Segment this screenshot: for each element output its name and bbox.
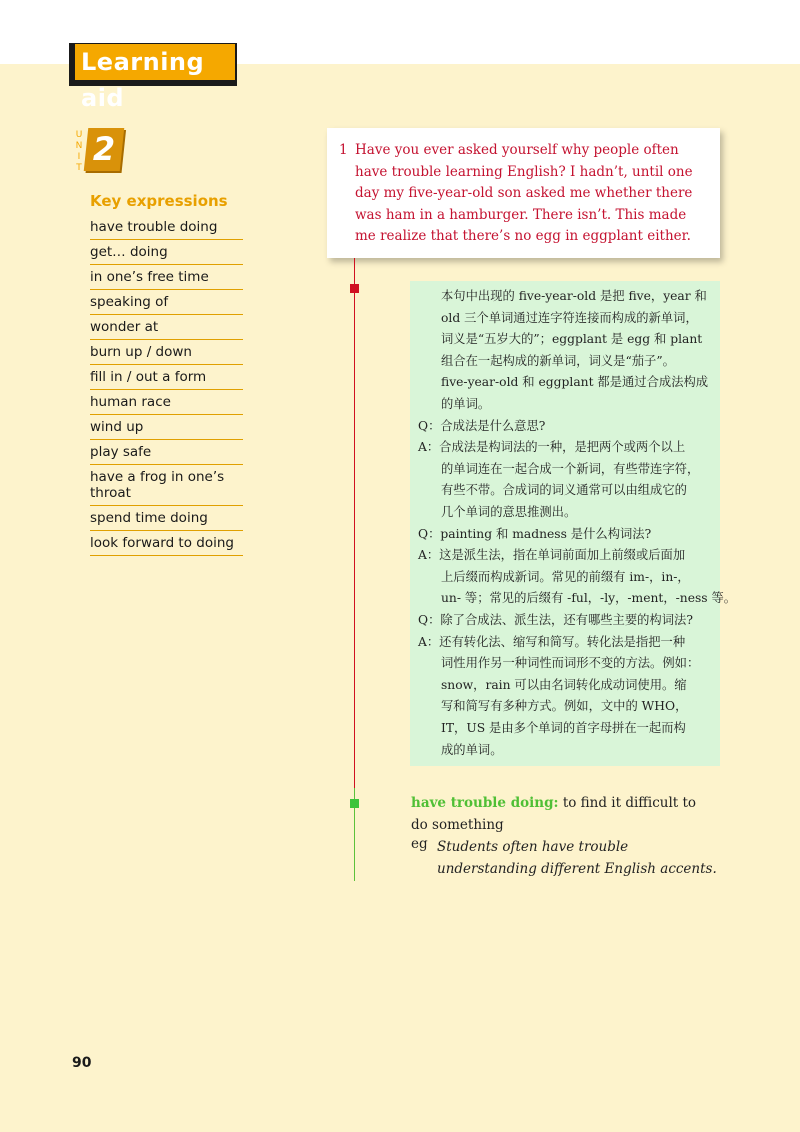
red-margin-line — [354, 258, 355, 788]
note-line: A：还有转化法、缩写和简写。转化法是指把一种 — [418, 634, 686, 649]
key-expression-item: human race — [90, 390, 243, 415]
key-expression-item: wonder at — [90, 315, 243, 340]
key-expression-item: play safe — [90, 440, 243, 465]
note-line: five-year-old 和 eggplant 都是通过合成法构成 — [441, 375, 709, 390]
unit-label-letter: T — [76, 163, 82, 173]
note-line: 几个单词的意思推测出。 — [441, 505, 577, 519]
example-sentence: Students often have trouble understanding different English accents. — [437, 839, 717, 877]
key-expression-item: burn up / down — [90, 340, 243, 365]
page-number: 90 — [72, 1055, 92, 1071]
key-expression-item: look forward to doing — [90, 531, 243, 556]
key-expression-item: spend time doing — [90, 506, 243, 531]
note-line: 的单词连在一起合成一个新词，有些带连字符， — [441, 461, 700, 476]
key-expression-item: have trouble doing — [90, 215, 243, 240]
note-line: Q：painting 和 madness 是什么构词法? — [418, 526, 652, 541]
question-number: 1 — [339, 142, 348, 158]
gloss-definition: to find it difficult to do something — [411, 795, 697, 833]
key-expression-item: speaking of — [90, 290, 243, 315]
gloss-entry — [411, 793, 711, 836]
note-line: Q：合成法是什么意思? — [418, 418, 546, 433]
note-line: un- 等；常见的后缀有 -ful，-ly，-ment，-ness 等。 — [441, 591, 737, 606]
gloss-term: have trouble doing: — [411, 795, 559, 811]
unit-label-letter: I — [77, 152, 81, 162]
note-line: 组合在一起构成的新单词，词义是“茄子”。 — [441, 353, 675, 368]
note-line: 写和简写有多种方式。例如，文中的 WHO， — [441, 699, 688, 714]
key-expressions-list — [90, 215, 243, 556]
key-expression-item: get… doing — [90, 240, 243, 265]
note-line: 词性用作另一种词性而词形不变的方法。例如： — [441, 656, 700, 671]
note-line: old 三个单词通过连字符连接而构成的新单词， — [441, 310, 698, 325]
note-line: 上后缀而构成新词。常见的前缀有 im-，in-， — [441, 569, 690, 584]
note-line: 的单词。 — [441, 397, 491, 411]
note-line: Q：除了合成法、派生法，还有哪些主要的构词法? — [418, 613, 693, 627]
unit-label-letter: U — [75, 130, 83, 140]
section-title: Learning aid — [75, 44, 235, 80]
note-line: A：这是派生法，指在单词前面加上前缀或后面加 — [418, 548, 686, 563]
key-expression-item: fill in / out a form — [90, 365, 243, 390]
question-text: Have you ever asked yourself why people often have trouble learning English? I hadn’t, until one day my five-year-old son asked me whether there was ham in a hamburger. There isn’t. This made me realize that there’s no egg in eggplant either. — [355, 142, 693, 244]
red-square-marker — [350, 284, 359, 293]
green-square-marker — [350, 799, 359, 808]
note-line: IT，US 是由多个单词的首字母拼在一起而构 — [441, 721, 686, 735]
example-label: eg — [411, 836, 428, 852]
key-expressions-title: Key expressions — [90, 192, 228, 210]
key-expression-item: in one’s free time — [90, 265, 243, 290]
note-line: snow，rain 可以由名词转化成动词使用。缩 — [441, 677, 687, 692]
note-line: A：合成法是构词法的一种，是把两个或两个以上 — [418, 440, 686, 455]
key-expression-item: wind up — [90, 415, 243, 440]
note-line: 有些不带。合成词的词义通常可以由组成它的 — [441, 483, 687, 498]
note-line: 成的单词。 — [441, 742, 503, 757]
unit-label-letter: N — [75, 141, 83, 151]
key-expression-item: have a frog in one’s throat — [90, 465, 243, 506]
note-line: 词义是“五岁大的”；eggplant 是 egg 和 plant — [441, 332, 703, 347]
note-line: 本句中出现的 five-year-old 是把 five，year 和 — [441, 289, 707, 303]
unit-number: 2 — [92, 130, 116, 168]
